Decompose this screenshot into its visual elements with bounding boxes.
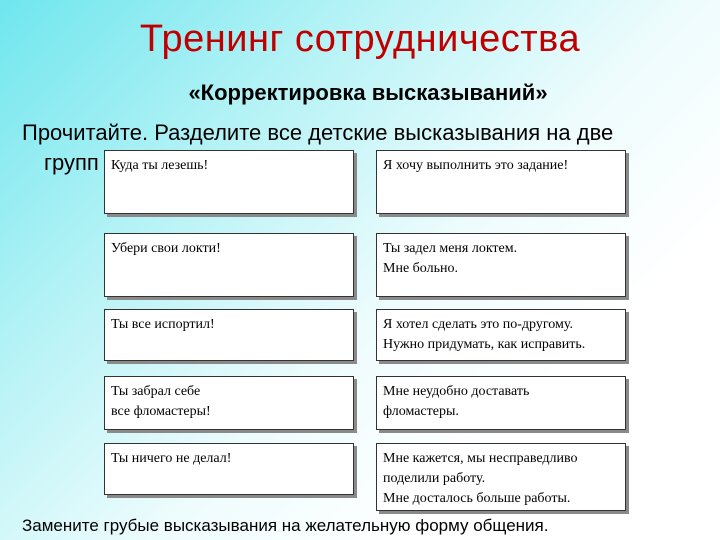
instruction-line-2: групп — [44, 150, 99, 175]
phrase-card-right-1[interactable]: Я хочу выполнить это задание! — [376, 150, 626, 214]
phrase-card-right-5[interactable]: Мне кажется, мы несправедливо поделили работу. Мне досталось больше работы. — [376, 443, 626, 511]
footer-instruction: Замените грубые высказывания на желательную форму общения. — [22, 516, 549, 535]
phrase-card-right-2[interactable]: Ты задел меня локтем. Мне больно. — [376, 233, 626, 297]
instruction-line-1: Прочитайте. Разделите все детские высказывания на две — [22, 120, 614, 145]
phrase-card-left-1[interactable]: Куда ты лезешь! — [104, 150, 354, 214]
phrase-card-left-4[interactable]: Ты забрал себе все фломастеры! — [104, 376, 354, 430]
phrase-card-left-2[interactable]: Убери свои локти! — [104, 233, 354, 297]
slide-title: Тренинг сотрудничества — [139, 18, 581, 60]
slide-subtitle: «Корректировка высказываний» — [188, 80, 548, 105]
phrase-card-right-3[interactable]: Я хотел сделать это по-другому. Нужно придумать, как исправить. — [376, 309, 626, 361]
phrase-card-left-5[interactable]: Ты ничего не делал! — [104, 443, 354, 495]
phrase-card-right-4[interactable]: Мне неудобно доставать фломастеры. — [376, 376, 626, 430]
phrase-card-left-3[interactable]: Ты все испортил! — [104, 309, 354, 361]
